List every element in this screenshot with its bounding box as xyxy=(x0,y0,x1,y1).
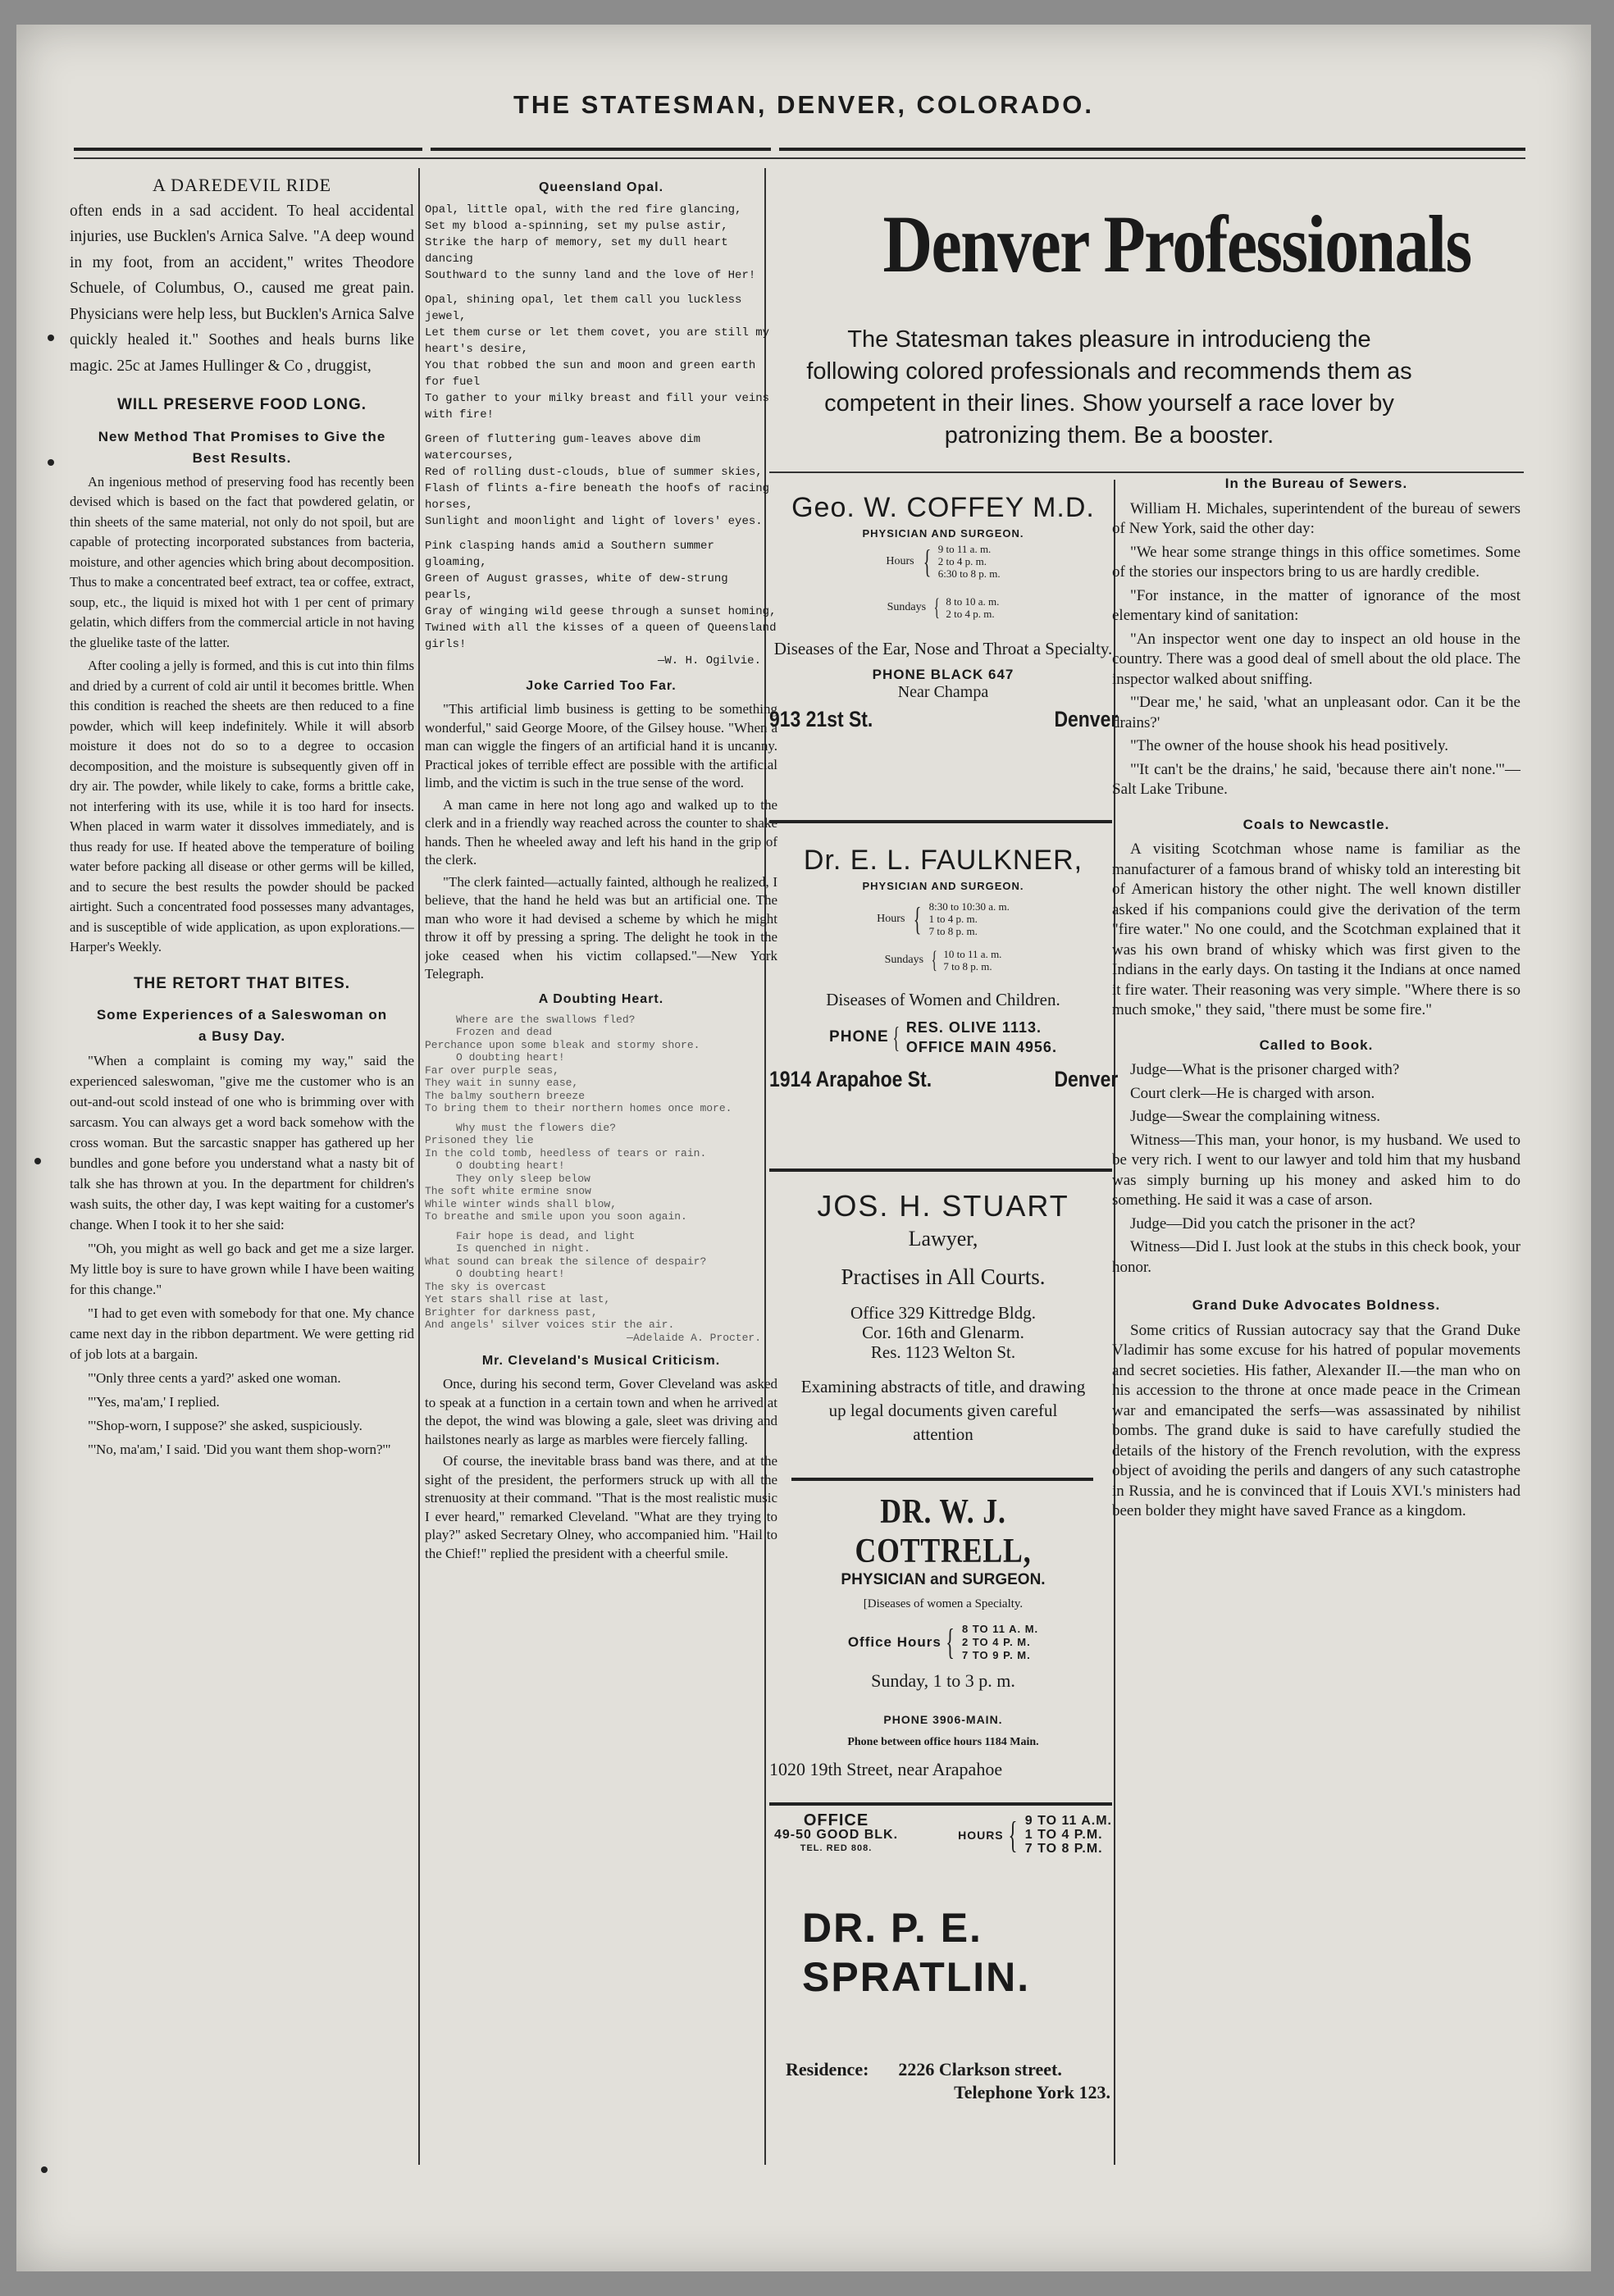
stuart-role: Lawyer, xyxy=(908,1227,978,1250)
poem-line: O doubting heart! xyxy=(456,1051,565,1064)
stuart-office xyxy=(769,1303,1117,1362)
faulkner-city: Denver xyxy=(1054,1067,1119,1091)
poem-line: O doubting heart! xyxy=(456,1268,565,1280)
hours-line: 2 TO 4 P. M. xyxy=(961,1636,1031,1648)
cottrell-sunday: Sunday, 1 to 3 p. m. xyxy=(871,1670,1015,1691)
poem-line: Fair hope is dead, and light xyxy=(456,1229,636,1242)
sewers-paragraph: "The owner of the house shook his head positively. xyxy=(1130,737,1449,754)
cottrell-specialty: [Diseases of women a Specialty. xyxy=(863,1597,1024,1610)
poem-line: The balmy southern breeze xyxy=(425,1089,586,1102)
doubting-poem xyxy=(425,1014,777,1345)
opal-poem xyxy=(425,202,777,669)
book-paragraph: Judge—What is the prisoner charged with? xyxy=(1130,1061,1400,1078)
spratlin-header xyxy=(769,1811,1117,1856)
hours-line: 7 TO 9 P. M. xyxy=(961,1649,1031,1661)
phone-label: PHONE xyxy=(829,1028,889,1046)
sundays-line: 8 to 10 a. m. xyxy=(946,595,1000,608)
masthead-rule-right xyxy=(779,148,1525,151)
hours-line: 1 to 4 p. m. xyxy=(928,913,978,925)
binding-mark xyxy=(41,2166,48,2173)
masthead-rule-left xyxy=(74,148,422,151)
masthead-rule-thin xyxy=(74,157,1525,159)
coffey-name: Geo. W. COFFEY M.D. xyxy=(791,492,1095,523)
phone-res: RES. OLIVE 1113. xyxy=(905,1019,1042,1036)
daredevil-body: often ends in a sad accident. To heal accidental injuries, use Bucklen's Arnica Salve. "A deep wound in my foot, from an accident," writes Theodore Schuele, of Columbus, O., caused me great pain. Physicians were help less, but Bucklen's Arnica Salve quickly healed it." Soothes and heals burns like magic. 25c at James Hullinger & Co , druggist, xyxy=(70,202,414,375)
joke-paragraph: "The clerk fainted—actually fainted, although he realized, I believe, that the hand he held was but an artificial one. The man who wore it had devised a scheme by which he might throw it off by pressing a spring. The delight he took in the joke ceased when his victim collapsed."—New York Telegraph. xyxy=(425,873,777,982)
food-paragraph: After cooling a jelly is formed, and this is cut into thin films and dried by a current of cold air until it becomes brittle. When this condition is reached the sheets are then reduced to a fine powder, which will keep indefinitely. While it will absorb moisture it does not do so to a degree to occasion decomposition, and the moisture is subsequently given off in dry air. The powder, while likely to cake, forms a brittle cake, not interfering with its use, while it is too hard for insects. When placed in warm water it dissolves immediately, and is thus ready for use. If heated above the temperature of boiling water before packing all disease or other germs will be killed, and to secure the best results the powder should be packed airtight. Such a concentrated food possesses many advantages, and is susceptible of wide application, as upon explorations.—Harper's Weekly. xyxy=(70,658,414,954)
poem-line: To gather to your milky breast and fill your veins with fire! xyxy=(425,392,770,421)
sundays-lines xyxy=(946,595,999,620)
column-2 xyxy=(425,172,777,1566)
faulkner-specialty: Diseases of Women and Children. xyxy=(826,990,1060,1009)
sewers-paragraph: William H. Michales, superintendent of the bureau of sewers of New York, said the other day: xyxy=(1112,499,1521,537)
food-paragraph: An ingenious method of preserving food has recently been devised which is based on the fact that powdered gelatin, or thin sheets of the same material, not only do not spoil, but are capable of protecting incorporated substances from bacteria, moisture, and other agencies which bring about decomposition. Thus to make a concentrated beef extract, tea or coffee, extract, soup, etc., the liquid is mixed hot with 1 per cent of primary gelatin, which differs from the commercial article in not having the gluelike taste of the latter. xyxy=(70,473,414,650)
sundays-lines xyxy=(943,948,1001,973)
cleveland-title: Mr. Cleveland's Musical Criticism. xyxy=(481,1354,721,1368)
hours-line: 8:30 to 10:30 a. m. xyxy=(928,900,1010,913)
book-paragraph: Judge—Did you catch the prisoner in the act? xyxy=(1130,1214,1416,1232)
poem-line: Twined with all the kisses of a queen of Queensland girls! xyxy=(425,622,777,651)
poem-attribution: —Adelaide A. Procter. xyxy=(627,1331,761,1344)
sewers-paragraph: "'Dear me,' he said, 'what an unpleasant odor. Can it be the drains?' xyxy=(1112,694,1521,731)
poem-line: Opal, shining opal, let them call you luckless jewel, xyxy=(425,294,742,323)
joke-title: Joke Carried Too Far. xyxy=(526,679,677,693)
retort-body xyxy=(70,1050,414,1460)
cottrell-name: DR. W. J. COTTRELL, xyxy=(855,1493,1032,1570)
hours-line: 1 TO 4 P.M. xyxy=(1024,1828,1103,1842)
column-divider-1 xyxy=(418,168,420,2165)
faulkner-role: PHYSICIAN AND SURGEON. xyxy=(862,880,1024,892)
cottrell-address: 1020 19th Street, near Arapahoe xyxy=(769,1759,1003,1779)
faulkner-sundays xyxy=(769,944,1117,977)
sewers-paragraph: "An inspector went one day to inspect an old house in the country. There was a good deal of smell about the old place. The inspector walked about sniffing. xyxy=(1112,630,1521,688)
poem-line: Brighter for darkness past, xyxy=(425,1305,598,1319)
poem-line: Frozen and dead xyxy=(456,1026,553,1038)
poem-line: They wait in sunny ease, xyxy=(425,1077,579,1089)
stuart-name: JOS. H. STUART xyxy=(817,1189,1069,1223)
masthead-rule-mid xyxy=(431,148,771,151)
cleveland-body xyxy=(425,1375,777,1563)
poem-line: Prisoned they lie xyxy=(425,1134,534,1146)
brace-icon: { xyxy=(923,542,931,580)
hours-lines xyxy=(1025,1814,1112,1856)
poem-line: To bring them to their northern homes once more. xyxy=(425,1102,732,1114)
poem-attribution: —W. H. Ogilvie. xyxy=(657,654,761,667)
card-divider xyxy=(769,1802,1112,1806)
coffey-address: 913 21st St. xyxy=(769,707,873,731)
spratlin-name-line: SPRATLIN. xyxy=(802,1954,1031,2000)
binding-mark xyxy=(48,459,54,466)
poem-stanza xyxy=(425,431,777,530)
sewers-paragraph: "We hear some strange things in this office sometimes. Some of the stories our inspectors bring to us are hardly credible. xyxy=(1112,543,1521,581)
hours-line: 2 to 4 p. m. xyxy=(937,555,987,567)
card-spratlin xyxy=(769,1811,1117,2103)
poem-line: Southward to the sunny land and the love of Her! xyxy=(425,269,756,282)
brace-icon: { xyxy=(933,594,940,621)
brace-icon: { xyxy=(946,1622,955,1662)
hours-line: 7 to 8 p. m. xyxy=(928,925,978,937)
book-paragraph: Witness—This man, your honor, is my husband. We used to be very rich. I went to our lawyer and told him that my husband was simply burning up his money and asked him to do something. He said it was a case of arson. xyxy=(1112,1131,1521,1209)
retort-paragraph: "'Only three cents a yard?' asked one woman. xyxy=(88,1370,341,1386)
sewers-paragraph: "'It can't be the drains,' he said, 'because there ain't none.'"—Salt Lake Tribune. xyxy=(1112,760,1521,798)
retort-paragraph: "I had to get even with somebody for that one. My chance came next day in the ribbon department. We were getting rid of job lots at a bargain. xyxy=(70,1305,414,1362)
poem-stanza xyxy=(425,292,777,423)
newspaper-page xyxy=(16,25,1591,2271)
spratlin-name-line: DR. P. E. xyxy=(802,1905,983,1951)
hours-line: 9 TO 11 A.M. xyxy=(1024,1814,1112,1828)
joke-paragraph: A man came in here not long ago and walked up to the clerk and in a friendly way reached across the counter to shake hands. Then he wheeled away and left his hand in the grip of the clerk. xyxy=(425,796,777,868)
poem-line: And angels' silver voices stir the air. xyxy=(425,1319,675,1331)
poem-line: O doubting heart! xyxy=(456,1159,565,1172)
hours-lines xyxy=(929,900,1010,937)
residence-label: Residence: xyxy=(786,2059,869,2080)
hours-label: Office Hours xyxy=(847,1634,942,1650)
poem-line: In the cold tomb, heedless of tears or rain. xyxy=(425,1146,707,1159)
column-1 xyxy=(70,172,414,1463)
joke-paragraph: "This artificial limb business is getting to be something wonderful," said George Moore, of the Gilsey house. "When a man can wiggle the fingers of an artificial hand it is uncanny. Practical jokes of terrible effect are possible with the artificial limb, and the victim is such in the true sense of the word. xyxy=(425,701,777,790)
poem-line: What sound can break the silence of despair? xyxy=(425,1255,707,1268)
poem-line: They only sleep below xyxy=(456,1172,590,1185)
book-title: Called to Book. xyxy=(1259,1036,1374,1053)
poem-line: Green of fluttering gum-leaves above dim watercourses, xyxy=(425,433,701,462)
binding-mark xyxy=(34,1158,41,1164)
faulkner-phone-block xyxy=(769,1018,1117,1057)
duke-title: Grand Duke Advocates Boldness. xyxy=(1192,1297,1441,1313)
hours-line: 8 TO 11 A. M. xyxy=(961,1623,1039,1635)
faulkner-name: Dr. E. L. FAULKNER, xyxy=(803,845,1083,876)
poem-line: To breathe and smile upon you soon again. xyxy=(425,1210,687,1223)
poem-line: Why must the flowers die? xyxy=(456,1121,617,1134)
office-line: Office 329 Kittredge Bldg. xyxy=(850,1303,1036,1323)
hours-label: Hours xyxy=(886,554,914,567)
retort-title: THE RETORT THAT BITES. xyxy=(133,974,351,992)
office-tel: TEL. RED 808. xyxy=(800,1843,873,1853)
card-coffey xyxy=(769,492,1117,732)
hours-line: 6:30 to 8 p. m. xyxy=(937,567,1001,580)
poem-line: Where are the swallows fled? xyxy=(456,1013,636,1026)
poem-line: You that robbed the sun and moon and green earth for fuel xyxy=(425,359,756,389)
residence-address: 2226 Clarkson street. xyxy=(898,2059,1062,2080)
brace-icon: { xyxy=(1008,1813,1018,1856)
hours-lines xyxy=(962,1623,1038,1662)
poem-line: Yet stars shall rise at last, xyxy=(425,1293,611,1305)
cottrell-hours xyxy=(769,1623,1117,1662)
poem-line: Set my blood a-spinning, set my pulse astir, xyxy=(425,220,728,233)
phone-office: OFFICE MAIN 4956. xyxy=(905,1039,1057,1055)
cleveland-paragraph: Once, during his second term, Gover Cleveland was asked to speak at a function in a certain town and when he arrived at the depot, the wind was blowing a gale, sleet was driving and hailstones nearly as large as marbles were fiercely falling. xyxy=(425,1376,777,1447)
doubting-title: A Doubting Heart. xyxy=(538,991,664,1006)
spratlin-telephone: Telephone York 123. xyxy=(954,2082,1110,2102)
food-title: WILL PRESERVE FOOD LONG. xyxy=(116,396,367,413)
food-body xyxy=(70,472,414,958)
spratlin-name xyxy=(769,1903,1117,2002)
coffey-phone: PHONE BLACK 647 xyxy=(872,667,1014,682)
poem-line: The sky is overcast xyxy=(425,1280,547,1293)
professionals-title: Denver Professionals xyxy=(882,198,1471,289)
poem-stanza xyxy=(425,1230,777,1332)
hours-line: 7 TO 8 P.M. xyxy=(1024,1842,1103,1856)
card-divider xyxy=(769,1168,1112,1172)
brace-icon: { xyxy=(914,900,922,937)
poem-line: Green of August grasses, white of dew-strung pearls, xyxy=(425,572,728,602)
poem-line: Opal, little opal, with the red fire glancing, xyxy=(425,203,742,216)
spratlin-hours xyxy=(958,1814,1112,1856)
coffey-near: Near Champa xyxy=(897,683,989,701)
cottrell-phone-note: Phone between office hours 1184 Main. xyxy=(847,1736,1039,1748)
poem-line: Perchance upon some bleak and stormy shore. xyxy=(425,1038,700,1051)
hours-lines xyxy=(938,543,1001,580)
card-cottrell xyxy=(769,1492,1117,1780)
poem-stanza xyxy=(425,1014,777,1115)
sundays-label: Sundays xyxy=(887,601,927,613)
retort-subtitle: Some Experiences of a Saleswoman on a Busy Day. xyxy=(96,1007,388,1044)
duke-paragraph: Some critics of Russian autocracy say that the Grand Duke Vladimir has some excuse for his hatred of popular movements and secret societies. His father, Alexander II.—the man who on his accession to the throne at once made peace in the Crimean war and emancipated the serfs—was assassinated by nihilist bombs. The grand duke is said to have carefully studied the details of the history of the French revolution, with the express object of avoiding the perils and dangers of any such catastrophe in Russia, and he is convinced that if Louis XVI.'s ministers had been bolder they might have saved France as a kingdom. xyxy=(1112,1321,1521,1519)
book-paragraph: Witness—Did I. Just look at the stubs in this check book, your honor. xyxy=(1112,1238,1521,1276)
brace-icon: { xyxy=(931,946,937,973)
poem-line: Pink clasping hands amid a Southern summer gloaming, xyxy=(425,540,714,569)
poem-line: While winter winds shall blow, xyxy=(425,1197,618,1210)
sewers-title: In the Bureau of Sewers. xyxy=(1224,476,1408,491)
retort-paragraph: "'No, ma'am,' I said. 'Did you want them shop-worn?'" xyxy=(88,1442,391,1457)
sundays-line: 10 to 11 a. m. xyxy=(943,948,1002,960)
stuart-practise: Practises in All Courts. xyxy=(841,1264,1046,1289)
coffey-hours xyxy=(769,543,1117,580)
brace-icon: { xyxy=(891,1021,900,1054)
office-line: Res. 1123 Welton St. xyxy=(870,1342,1016,1362)
sewers-paragraph: "For instance, in the matter of ignorance of the most elementary kind of sanitation: xyxy=(1112,586,1521,624)
poem-line: Far over purple seas, xyxy=(425,1064,559,1077)
card-divider xyxy=(769,820,1112,823)
coffey-specialty: Diseases of the Ear, Nose and Throat a Specialty. xyxy=(773,639,1113,658)
masthead: THE STATESMAN, DENVER, COLORADO. xyxy=(513,90,1094,119)
hours-label: HOURS xyxy=(958,1828,1004,1842)
card-divider xyxy=(791,1478,1093,1481)
poem-stanza xyxy=(425,202,777,284)
cottrell-role: PHYSICIAN and SURGEON. xyxy=(841,1571,1046,1588)
card-faulkner xyxy=(769,845,1117,1092)
faulkner-address-row xyxy=(769,1067,1118,1092)
book-paragraph: Judge—Swear the complaining witness. xyxy=(1130,1108,1381,1125)
opal-title: Queensland Opal. xyxy=(538,180,664,194)
faulkner-address: 1914 Arapahoe St. xyxy=(769,1067,932,1091)
binding-mark xyxy=(48,335,54,341)
poem-line: Strike the harp of memory, set my dull heart dancing xyxy=(425,236,728,266)
book-paragraph: Court clerk—He is charged with arson. xyxy=(1130,1084,1375,1102)
poem-stanza xyxy=(425,1122,777,1223)
cleveland-paragraph: Of course, the inevitable brass band was there, and at the sight of the president, the performers struck up with all the strenuosity at their command. "That is the most realistic music I ever heard," remarked Cleveland. "What are they trying to play?" asked Secretary Olney, who accompanied him. "Hail to the Chief!" replied the president with a cheerful smile. xyxy=(425,1453,777,1561)
coals-paragraph: A visiting Scotchman whose name is familiar as the manufacturer of a famous brand of whisky told an interesting bit of American history the other night. The well known distiller asked if his companions could give the derivation of the term "fire water." No one could, and the Scotchman explained that it was his own brand of whisky which was first given to the Indians in the early days. On tasting it the Indians at once named it fire water. Their reasoning was very simple. "Where there is so much smoke," they said, "there must be some fire." xyxy=(1112,840,1521,1018)
sundays-line: 7 to 8 p. m. xyxy=(943,960,992,973)
column-5 xyxy=(1112,467,1521,1525)
retort-paragraph: "'Yes, ma'am,' I replied. xyxy=(88,1394,220,1410)
food-subtitle: New Method That Promises to Give the Best Results. xyxy=(98,428,386,466)
poem-line: Let them curse or let them covet, you are still my heart's desire, xyxy=(425,326,770,356)
office-label: OFFICE xyxy=(803,1811,869,1829)
retort-paragraph: "'Oh, you might as well go back and get me a size larger. My little boy is sure to have grown while I have been waiting for this change." xyxy=(70,1241,414,1297)
sundays-line: 2 to 4 p. m. xyxy=(946,608,995,620)
cottrell-phone: PHONE 3906-MAIN. xyxy=(883,1713,1003,1726)
coffey-address-row xyxy=(769,707,1118,732)
coffey-role: PHYSICIAN AND SURGEON. xyxy=(862,527,1024,540)
poem-line: Red of rolling dust-clouds, blue of summer skies, xyxy=(425,466,763,479)
poem-line: Gray of winging wild geese through a sunset homing, xyxy=(425,605,777,618)
spratlin-office xyxy=(774,1811,899,1856)
coffey-sundays xyxy=(769,591,1117,624)
poem-line: Flash of flints a-fire beneath the hoofs of racing horses, xyxy=(425,482,770,512)
poem-line: Is quenched in night. xyxy=(456,1242,590,1255)
faulkner-hours xyxy=(769,900,1117,937)
poem-line: The soft white ermine snow xyxy=(425,1185,591,1197)
poem-line: Sunlight and moonlight and light of lovers' eyes. xyxy=(425,515,763,528)
office-line: Cor. 16th and Glenarm. xyxy=(862,1323,1024,1342)
retort-paragraph: "'Shop-worn, I suppose?' she asked, suspiciously. xyxy=(88,1418,362,1433)
phone-lines xyxy=(906,1018,1057,1057)
hours-line: 9 to 11 a. m. xyxy=(937,543,992,555)
office-address: 49-50 GOOD BLK. xyxy=(774,1828,899,1842)
retort-paragraph: "When a complaint is coming my way," said the experienced saleswoman, "give me the customer who is an out-and-out scold instead of one who is brimming over with sarcasm. You can always get a word back somehow with the cross woman. But the sarcastic snapper has gathered up her bundles and gone before you understand what a nasty bit of talk she has thrown at you. In the department for children's wash suits, the other day, I was kept waiting for a customer's change. When I took it to her she said: xyxy=(70,1053,414,1232)
daredevil-title: A DAREDEVIL RIDE xyxy=(152,175,332,195)
coals-title: Coals to Newcastle. xyxy=(1242,816,1390,832)
joke-body xyxy=(425,700,777,984)
spratlin-residence xyxy=(769,2059,1117,2080)
stuart-services: Examining abstracts of title, and drawing up legal documents given careful attention xyxy=(800,1377,1086,1444)
coffey-city: Denver xyxy=(1054,707,1119,731)
professionals-intro: The Statesman takes pleasure in introducieng the following colored professionals and recommends them as competent in their lines. Show yourself a race lover by patronizing them. Be a booster. xyxy=(806,326,1412,449)
poem-stanza xyxy=(425,538,777,653)
hours-label: Hours xyxy=(877,912,905,925)
card-stuart xyxy=(769,1189,1117,1446)
sundays-label: Sundays xyxy=(884,954,924,966)
